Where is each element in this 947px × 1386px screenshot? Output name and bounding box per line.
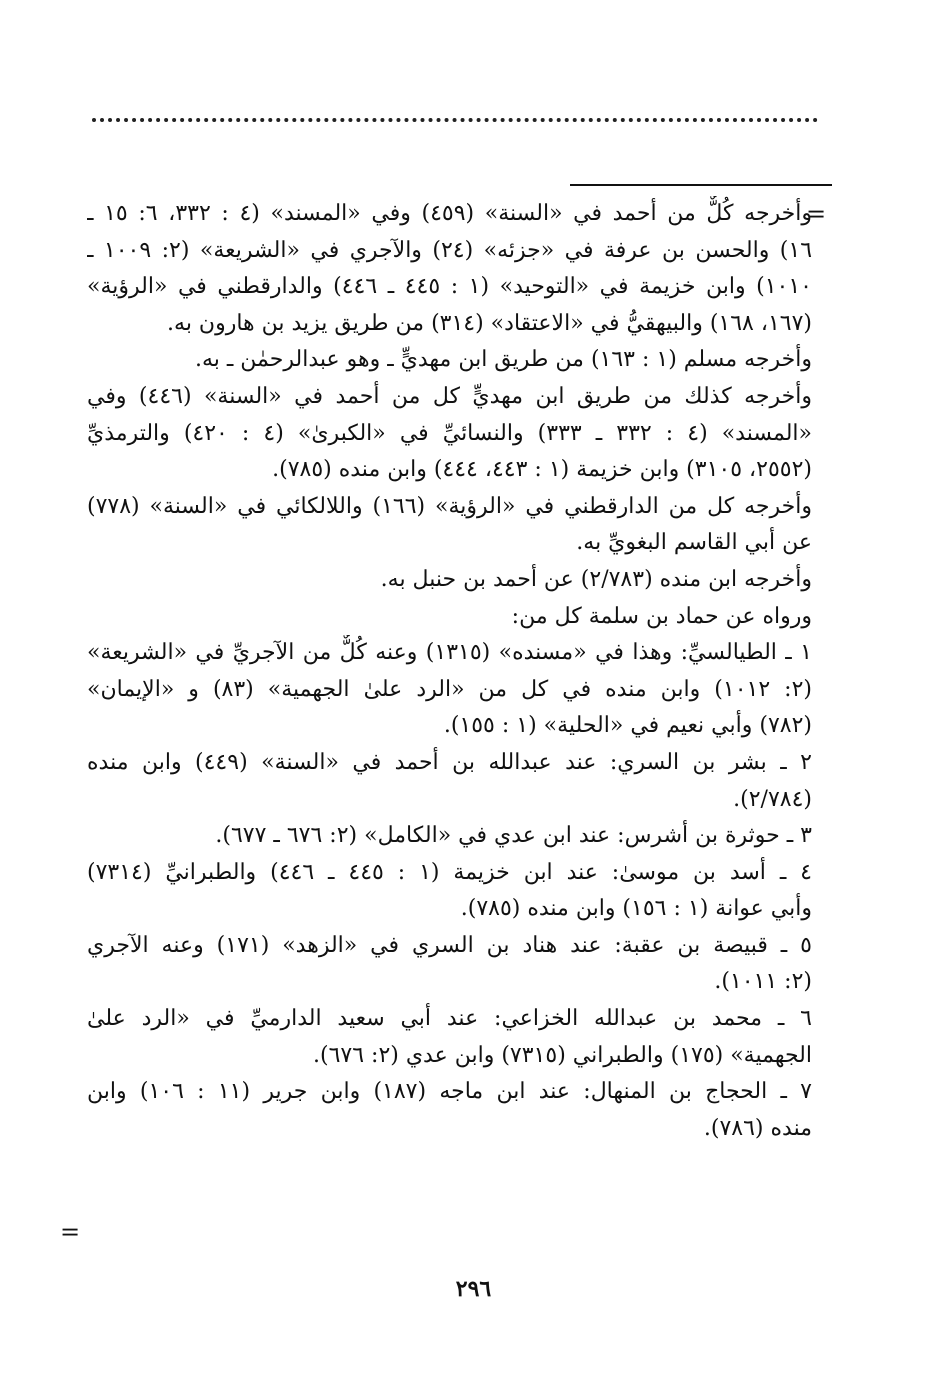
- text-line: وأبي عوانة (١ : ١٥٦) وابن منده (٧٨٥).: [460, 896, 812, 922]
- text-line: (٧٨٢) وأبي نعيم في «الحلية» (١ : ١٥٥).: [443, 713, 812, 739]
- text-line: (٢٥٥٢، ٣١٠٥) وابن خزيمة (١ : ٤٤٣، ٤٤٤) وابن منده (٧٨٥).: [272, 457, 812, 483]
- text-line: (٢: ١٠١١).: [714, 969, 812, 995]
- text-line: منده (٧٨٦).: [703, 1115, 812, 1141]
- text-line: الجهمية» (١٧٥) والطبراني (٧٣١٥) وابن عدي (٢: ٦٧٦).: [313, 1042, 812, 1068]
- text-line: ٣ ـ حوثرة بن أشرس: عند ابن عدي في «الكامل» (٢: ٦٧٦ ـ ٦٧٧).: [215, 823, 812, 849]
- dotted-separator: [92, 118, 818, 122]
- footnote-rule: [570, 184, 832, 186]
- continuation-mark-bottom: =: [60, 1218, 81, 1246]
- text-line: ورواه عن حماد بن سلمة كل من:: [511, 603, 812, 629]
- text-line: وأخرجه مسلم (١ : ١٦٣) من طريق ابن مهديٍّ ـ وهو عبدالرحمٰن ـ به.: [194, 347, 812, 373]
- text-line: وأخرجه كُلٌّ من أحمد في «السنة» (٤٥٩) وفي «المسند» (٤ : ٣٣٢، ٦: ١٥ ـ: [87, 201, 812, 226]
- text-line: وأخرجه ابن منده (٢/٧٨٣) عن أحمد بن حنبل به.: [380, 566, 812, 592]
- text-line: وأخرجه كذلك من طريق ابن مهديٍّ كل من أحمد في «السنة» (٤٤٦) وفي: [87, 383, 812, 409]
- text-line: ٥ ـ قبيصة بن عقبة: عند هناد بن السري في «الزهد» (١٧١) وعنه الآجري: [87, 932, 812, 958]
- text-line: ٤ ـ أسد بن موسىٰ: عند ابن خزيمة (١ : ٤٤٥ ـ ٤٤٦) والطبرانيِّ (٧٣١٤): [87, 859, 812, 885]
- text-line: ١٦) والحسن بن عرفة في «جزئه» (٢٤) والآجري في «الشريعة» (٢: ١٠٠٩ ـ: [87, 237, 812, 263]
- text-line: وأخرجه كل من الدارقطني في «الرؤية» (١٦٦) واللالكائي في «السنة» (٧٧٨): [87, 493, 812, 519]
- footnote-text-block: [87, 196, 812, 1147]
- text-line: (٢/٧٨٤).: [733, 786, 812, 812]
- text-line: (٢: ١٠١٢) وابن منده في كل من «الرد علىٰ الجهمية» (٨٣) و «الإيمان»: [87, 676, 812, 702]
- text-line: ٦ ـ محمد بن عبدالله الخزاعي: عند أبي سعيد الدارميِّ في «الرد علىٰ: [87, 1006, 812, 1032]
- page-number: ٢٩٦: [455, 1276, 492, 1302]
- text-line: «المسند» (٤ : ٣٣٢ ـ ٣٣٣) والنسائيِّ في «الكبرىٰ» (٤ : ٤٢٠) والترمذيِّ: [87, 420, 812, 446]
- continuation-mark-top: =: [806, 200, 827, 228]
- text-line: ١٠١٠) وابن خزيمة في «التوحيد» (١ : ٤٤٥ ـ ٤٤٦) والدارقطني في «الرؤية»: [87, 274, 812, 300]
- text-line: عن أبي القاسم البغويِّ به.: [576, 530, 812, 556]
- text-line: (١٦٧، ١٦٨) والبيهقيُّ في «الاعتقاد» (٣١٤) من طريق يزيد بن هارون به.: [167, 310, 812, 336]
- text-line: ٢ ـ بشر بن السري: عند عبدالله بن أحمد في «السنة» (٤٤٩) وابن منده: [87, 749, 812, 775]
- text-line: ٧ ـ الحجاج بن المنهال: عند ابن ماجه (١٨٧) وابن جرير (١١ : ١٠٦) وابن: [87, 1079, 812, 1105]
- text-line: ١ ـ الطيالسيِّ: وهذا في «مسنده» (١٣١٥) وعنه كُلٌّ من الآجريِّ في «الشريعة»: [87, 640, 812, 666]
